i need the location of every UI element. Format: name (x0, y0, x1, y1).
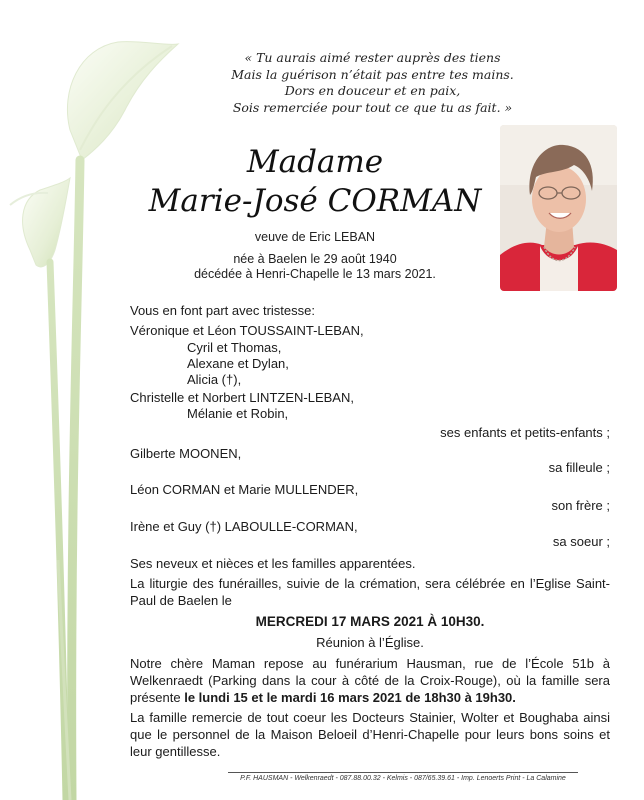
ceremony-text: La liturgie des funérailles, suivie de la crémation, sera célébrée en l’Eglise Saint-Paul de Baelen le (130, 576, 610, 608)
other-relatives: Ses neveux et nièces et les familles apparentées. (130, 556, 416, 571)
quote-line: Mais la guérison n’était pas entre tes mains. (231, 66, 514, 82)
salutation: Madame (246, 144, 384, 180)
grandchildren-3: Alicia (†), (187, 372, 242, 387)
intro-text: Vous en font part avec tristesse: (130, 303, 315, 318)
ceremony-date: MERCREDI 17 MARS 2021 À 10H30. (255, 614, 485, 629)
role-goddaughter: sa filleule ; (548, 460, 610, 475)
grandchildren-2: Alexane et Dylan, (187, 356, 289, 371)
visitation-text (130, 655, 610, 706)
portrait-photo (500, 125, 617, 291)
birth-info: née à Baelen le 29 août 1940 (233, 252, 397, 266)
visitation-info: Notre chère Maman repose au funérarium Hausman, rue de l’École 51b à Welkenraedt (Parking dans la cour à côté de la Croix-Rouge), où la famille sera présente (130, 656, 610, 705)
grandchildren-1: Cyril et Thomas, (187, 340, 282, 355)
role-brother: son frère ; (551, 498, 610, 513)
death-info: décédée à Henri-Chapelle le 13 mars 2021. (194, 267, 436, 281)
quote-line: « Tu aurais aimé rester auprès des tiens (244, 50, 501, 65)
quote-line: Dors en douceur et en paix, (284, 83, 461, 98)
printer-footer: P.F. HAUSMAN - Welkenraedt - 087.88.00.32 - Kelmis - 087/65.39.61 - Imp. Lenoerts Print - La Calamine (240, 775, 566, 782)
footer-divider (228, 772, 578, 773)
family-couple-2: Christelle et Norbert LINTZEN-LEBAN, (130, 390, 354, 405)
sister-name: Irène et Guy (†) LABOULLE-CORMAN, (130, 519, 358, 534)
role-sister: sa soeur ; (552, 534, 610, 549)
visitation-times: le lundi 15 et le mardi 16 mars 2021 de 18h30 à 19h30. (184, 690, 516, 705)
deceased-name: Marie-José CORMAN (148, 183, 482, 219)
quote-block (205, 50, 540, 116)
family-couple-1: Véronique et Léon TOUSSAINT-LEBAN, (130, 323, 364, 338)
goddaughter-name: Gilberte MOONEN, (130, 446, 242, 461)
role-children: ses enfants et petits-enfants ; (440, 425, 610, 440)
brother-name: Léon CORMAN et Marie MULLENDER, (130, 482, 359, 497)
quote-line: Sois remerciée pour tout ce que tu as fait. » (232, 99, 513, 115)
meeting-place: Réunion à l’Église. (316, 635, 424, 650)
thanks-text: La famille remercie de tout coeur les Docteurs Stainier, Wolter et Boughaba ainsi que le personnel de la Maison Beloeil d’Henri-Chapelle pour leurs bons soins et leur gentillesse. (130, 710, 610, 759)
grandchildren-4: Mélanie et Robin, (187, 406, 289, 421)
widow-of: veuve de Eric LEBAN (254, 230, 376, 244)
